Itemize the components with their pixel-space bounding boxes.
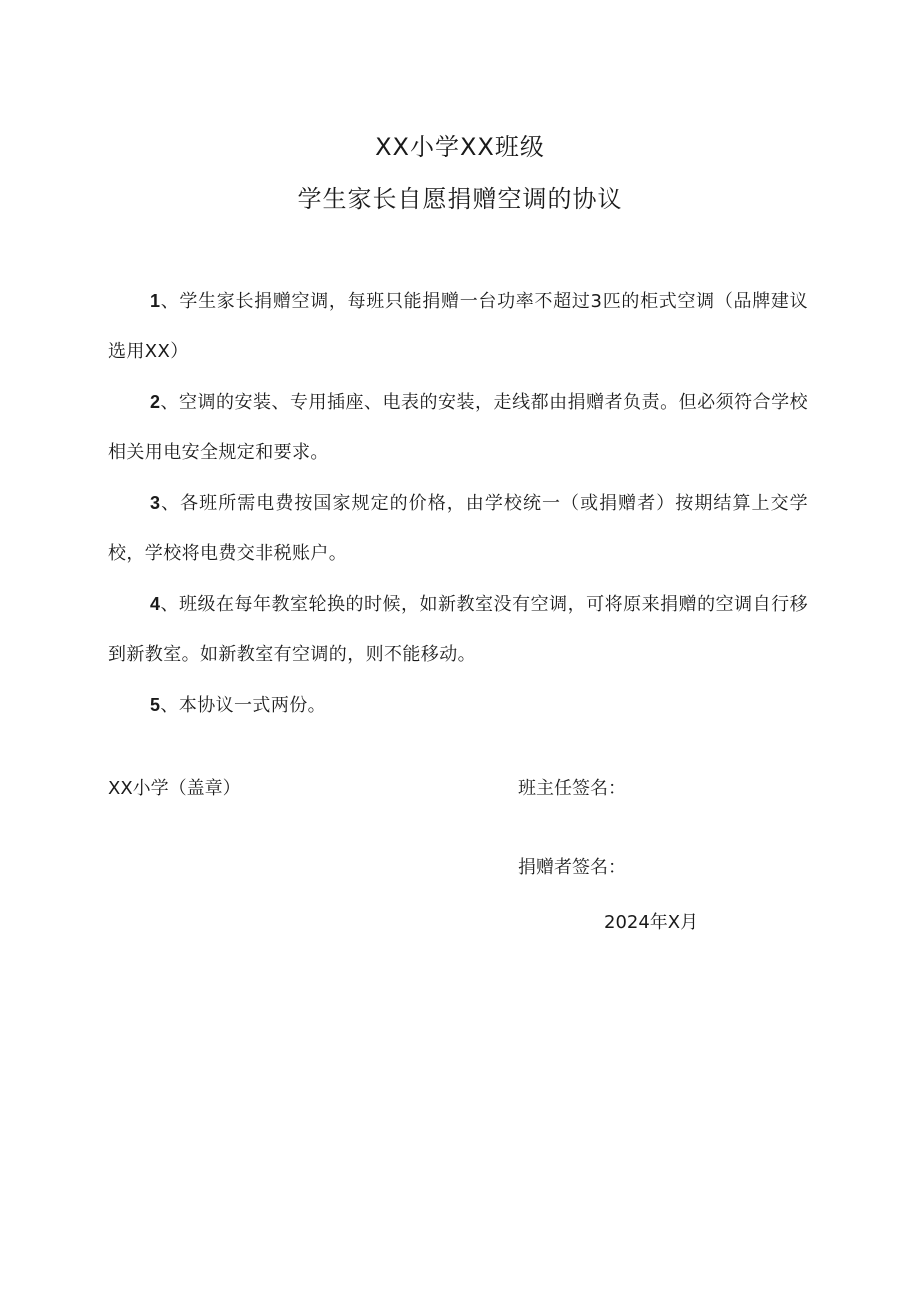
clause-number: 4 bbox=[150, 594, 161, 614]
document-title: XX小学XX班级 bbox=[375, 133, 545, 161]
clause-text: 、学生家长捐赠空调，每班只能捐赠一台功率不超过3匹的柜式空调（品牌建议选用XX） bbox=[108, 291, 808, 362]
clause-5 bbox=[108, 680, 808, 731]
head-teacher-signature-line: 班主任签名： bbox=[518, 778, 626, 799]
clause-text: 、本协议一式两份。 bbox=[160, 695, 327, 716]
clause-list bbox=[108, 276, 808, 731]
clause-number: 2 bbox=[150, 392, 161, 412]
clause-number: 3 bbox=[150, 493, 161, 513]
clause-number: 1 bbox=[150, 291, 161, 311]
clause-number: 5 bbox=[150, 695, 161, 715]
clause-2 bbox=[108, 377, 808, 478]
donor-signature-line: 捐赠者签名： bbox=[518, 857, 626, 878]
clause-text: 、班级在每年教室轮换的时候，如新教室没有空调，可将原来捐赠的空调自行移到新教室。如新教室有空调的，则不能移动。 bbox=[108, 594, 808, 665]
school-seal-line: XX小学（盖章） bbox=[108, 778, 241, 799]
clause-3 bbox=[108, 478, 808, 579]
agreement-date: 2024年X月 bbox=[604, 912, 699, 933]
clause-4 bbox=[108, 579, 808, 680]
clause-1 bbox=[108, 276, 808, 377]
clause-text: 、各班所需电费按国家规定的价格，由学校统一（或捐赠者）按期结算上交学校，学校将电费交非税账户。 bbox=[108, 493, 808, 564]
document-subtitle: 学生家长自愿捐赠空调的协议 bbox=[297, 185, 623, 213]
clause-text: 、空调的安装、专用插座、电表的安装，走线都由捐赠者负责。但必须符合学校相关用电安全规定和要求。 bbox=[108, 392, 808, 463]
